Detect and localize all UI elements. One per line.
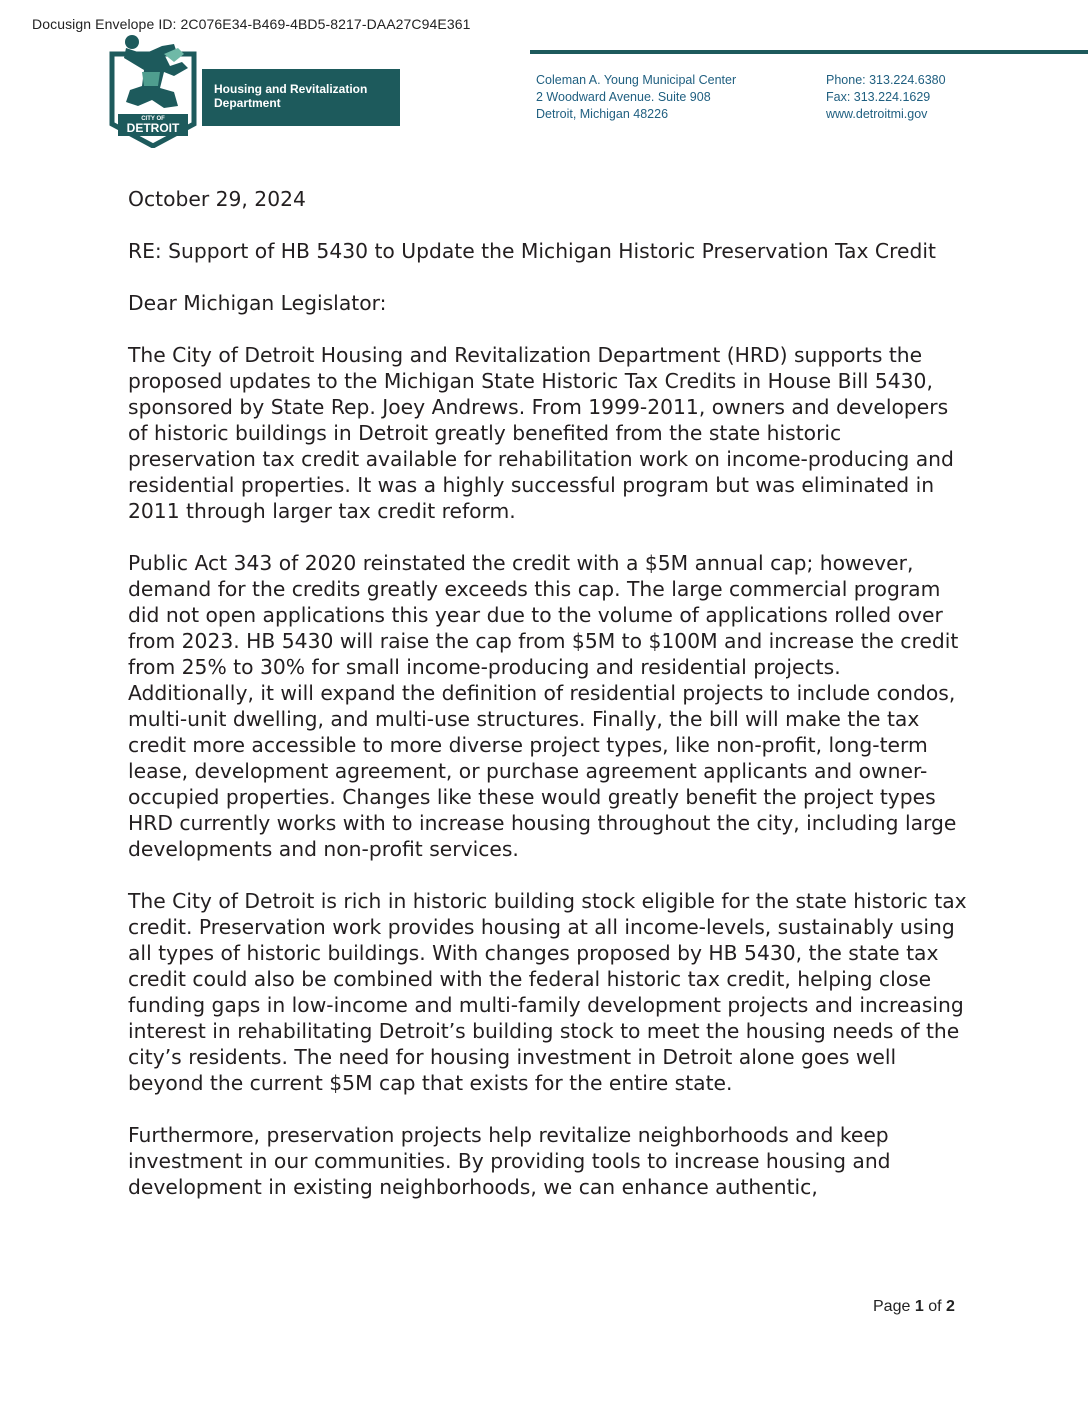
phone-number: Phone: 313.224.6380: [826, 73, 946, 87]
department-banner: [202, 69, 400, 126]
city-of-detroit-logo: [104, 32, 202, 148]
page-number: Page 1 of 2: [873, 1298, 955, 1315]
department-name: Housing and Revitalization Department: [214, 82, 368, 110]
svg-text:DETROIT: DETROIT: [126, 121, 180, 135]
docusign-envelope-id: Docusign Envelope ID: 2C076E34-B469-4BD5-8217-DAA27C94E361: [32, 16, 471, 32]
mailing-address: Coleman A. Young Municipal Center 2 Woodward Avenue. Suite 908 Detroit, Michigan 48226: [536, 73, 737, 121]
contact-info: [826, 72, 946, 123]
paragraph-1: The City of Detroit Housing and Revitalization Department (HRD) supports the proposed updates to the Michigan State Historic Tax Credits in House Bill 5430, sponsored by State Rep. Joey Andrews. From 1999-2011, owners and developers of historic buildings in Detroit greatly benefited from the state historic preservation tax credit available for rehabilitation work on income-producing and residential properties. It was a highly successful program but was eliminated in 2011 through larger tax credit reform.: [128, 343, 954, 523]
paragraph-4: Furthermore, preservation projects help revitalize neighborhoods and keep investment in our communities. By providing tools to increase housing and development in existing neighborhoods, we can enhance authentic,: [128, 1123, 891, 1199]
website-link[interactable]: www.detroitmi.gov: [826, 107, 928, 121]
svg-text:CITY OF: CITY OF: [141, 116, 165, 122]
letter-body: [128, 186, 968, 1226]
paragraph-3: The City of Detroit is rich in historic building stock eligible for the state historic tax credit. Preservation work provides housing at all income-levels, sustainably using all types of historic buildings. With changes proposed by HB 5430, the state tax credit could also be combined with the federal historic tax credit, helping close funding gaps in low-income and multi-family development projects and increasing interest in rehabilitating Detroit’s building stock to meet the housing needs of the city’s residents. The need for housing investment in Detroit alone goes well beyond the current $5M cap that exists for the entire state.: [128, 889, 967, 1095]
fax-number: Fax: 313.224.1629: [826, 90, 931, 104]
letter-subject: RE: Support of HB 5430 to Update the Michigan Historic Preservation Tax Credit: [128, 239, 936, 263]
paragraph-2: Public Act 343 of 2020 reinstated the credit with a $5M annual cap; however, demand for the credits greatly exceeds this cap. The large commercial program did not open applications this year due to the volume of applications rolled over from 2023. HB 5430 will raise the cap from $5M to $100M and increase the credit from 25% to 30% for small income-producing and residential projects. Additionally, it will expand the definition of residential projects to include condos, multi-unit dwelling, and multi-use structures. Finally, the bill will make the tax credit more accessible to more diverse project types, like non-profit, long-term lease, development agreement, or purchase agreement applicants and owner-occupied properties. Changes like these would greatly benefit the project types HRD currently works with to increase housing throughout the city, including large developments and non-profit services.: [128, 551, 959, 861]
header-rule: [530, 50, 1088, 54]
letter-date: October 29, 2024: [128, 187, 306, 211]
letter-salutation: Dear Michigan Legislator:: [128, 291, 387, 315]
